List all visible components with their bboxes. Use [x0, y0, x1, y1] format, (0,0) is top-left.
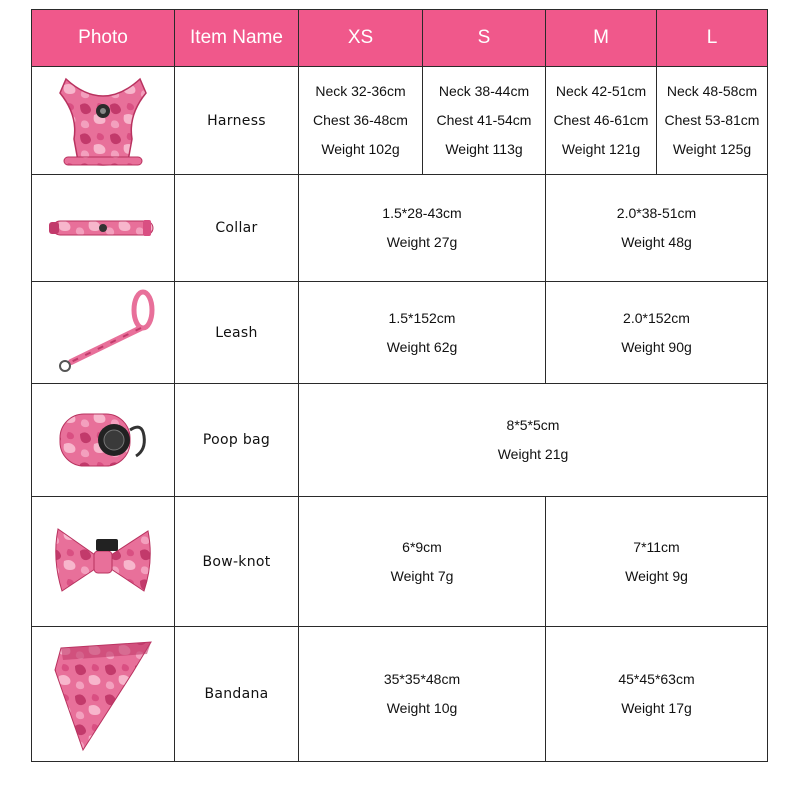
- leash-name: Leash: [175, 282, 299, 384]
- bandana-large-size: 45*45*63cm: [618, 671, 695, 687]
- harness-m-neck: Neck 42-51cm: [555, 83, 647, 99]
- harness-m-chest: Chest 46-61cm: [553, 112, 649, 128]
- harness-photo: [32, 67, 175, 175]
- poop-bag-holder-icon: [48, 400, 158, 480]
- table-row-bandana: [32, 627, 768, 762]
- poop-bag-all-cell: [299, 384, 768, 497]
- leash-large-weight: Weight 90g: [621, 338, 692, 355]
- bow-knot-large-size: 7*11cm: [633, 538, 680, 555]
- harness-icon: [48, 71, 158, 171]
- header-row: [32, 10, 768, 67]
- leash-large-cell: [546, 282, 768, 384]
- collar-small-size: 1.5*28-43cm: [382, 205, 462, 221]
- bandana-name: Bandana: [175, 627, 299, 762]
- header-item-name: Item Name: [175, 10, 299, 67]
- poop-bag-size: 8*5*5cm: [506, 417, 560, 433]
- harness-xs-neck: Neck 32-36cm: [315, 83, 406, 99]
- collar-large-weight: Weight 48g: [621, 234, 692, 250]
- table-row-collar: [32, 175, 768, 282]
- bow-knot-large-cell: [546, 497, 768, 627]
- poop-bag-photo: [32, 384, 175, 497]
- harness-m-cell: [546, 67, 657, 175]
- header-size-xs: XS: [299, 10, 423, 67]
- header-size-s: S: [423, 10, 546, 67]
- table-row-leash: [32, 282, 768, 384]
- bandana-photo: [32, 627, 175, 762]
- bow-tie-icon: [48, 517, 158, 607]
- header-size-l: L: [657, 10, 768, 67]
- leash-icon: [43, 288, 163, 378]
- poop-bag-weight: Weight 21g: [497, 446, 569, 462]
- poop-bag-name: Poop bag: [175, 384, 299, 497]
- size-chart-table: [31, 9, 768, 762]
- leash-small-size: 1.5*152cm: [388, 309, 456, 326]
- bandana-small-cell: [299, 627, 546, 762]
- bandana-large-cell: [546, 627, 768, 762]
- harness-s-weight: Weight 113g: [445, 141, 523, 157]
- bandana-small-weight: Weight 10g: [386, 700, 458, 716]
- collar-icon: [43, 208, 163, 248]
- collar-large-size: 2.0*38-51cm: [616, 205, 697, 221]
- bow-knot-name: Bow-knot: [175, 497, 299, 627]
- header-size-m: M: [546, 10, 657, 67]
- leash-small-weight: Weight 62g: [386, 338, 458, 355]
- harness-xs-cell: [299, 67, 423, 175]
- bandana-small-size: 35*35*48cm: [383, 671, 461, 687]
- harness-name: Harness: [175, 67, 299, 175]
- harness-l-chest: Chest 53-81cm: [664, 112, 760, 128]
- collar-large-cell: [546, 175, 768, 282]
- harness-s-chest: Chest 41-54cm: [436, 112, 532, 128]
- table-row-poop-bag: [32, 384, 768, 497]
- leash-photo: [32, 282, 175, 384]
- collar-small-weight: Weight 27g: [386, 234, 458, 250]
- harness-s-cell: [423, 67, 546, 175]
- harness-l-cell: [657, 67, 768, 175]
- harness-xs-weight: Weight 102g: [321, 141, 400, 157]
- leash-large-size: 2.0*152cm: [623, 309, 690, 326]
- bow-knot-photo: [32, 497, 175, 627]
- collar-small-cell: [299, 175, 546, 282]
- bow-knot-small-size: 6*9cm: [402, 538, 442, 555]
- harness-m-weight: Weight 121g: [561, 141, 641, 157]
- harness-l-neck: Neck 48-58cm: [666, 83, 758, 99]
- harness-l-weight: Weight 125g: [672, 141, 752, 157]
- table-row-harness: [32, 67, 768, 175]
- bow-knot-small-cell: [299, 497, 546, 627]
- bandana-icon: [43, 632, 163, 757]
- bandana-large-weight: Weight 17g: [621, 700, 692, 716]
- collar-name: Collar: [175, 175, 299, 282]
- harness-xs-chest: Chest 36-48cm: [313, 112, 408, 128]
- table-row-bow-knot: [32, 497, 768, 627]
- bow-knot-large-weight: Weight 9g: [625, 567, 688, 584]
- harness-s-neck: Neck 38-44cm: [438, 83, 530, 99]
- leash-small-cell: [299, 282, 546, 384]
- bow-knot-small-weight: Weight 7g: [390, 567, 454, 584]
- collar-photo: [32, 175, 175, 282]
- header-photo: Photo: [32, 10, 175, 67]
